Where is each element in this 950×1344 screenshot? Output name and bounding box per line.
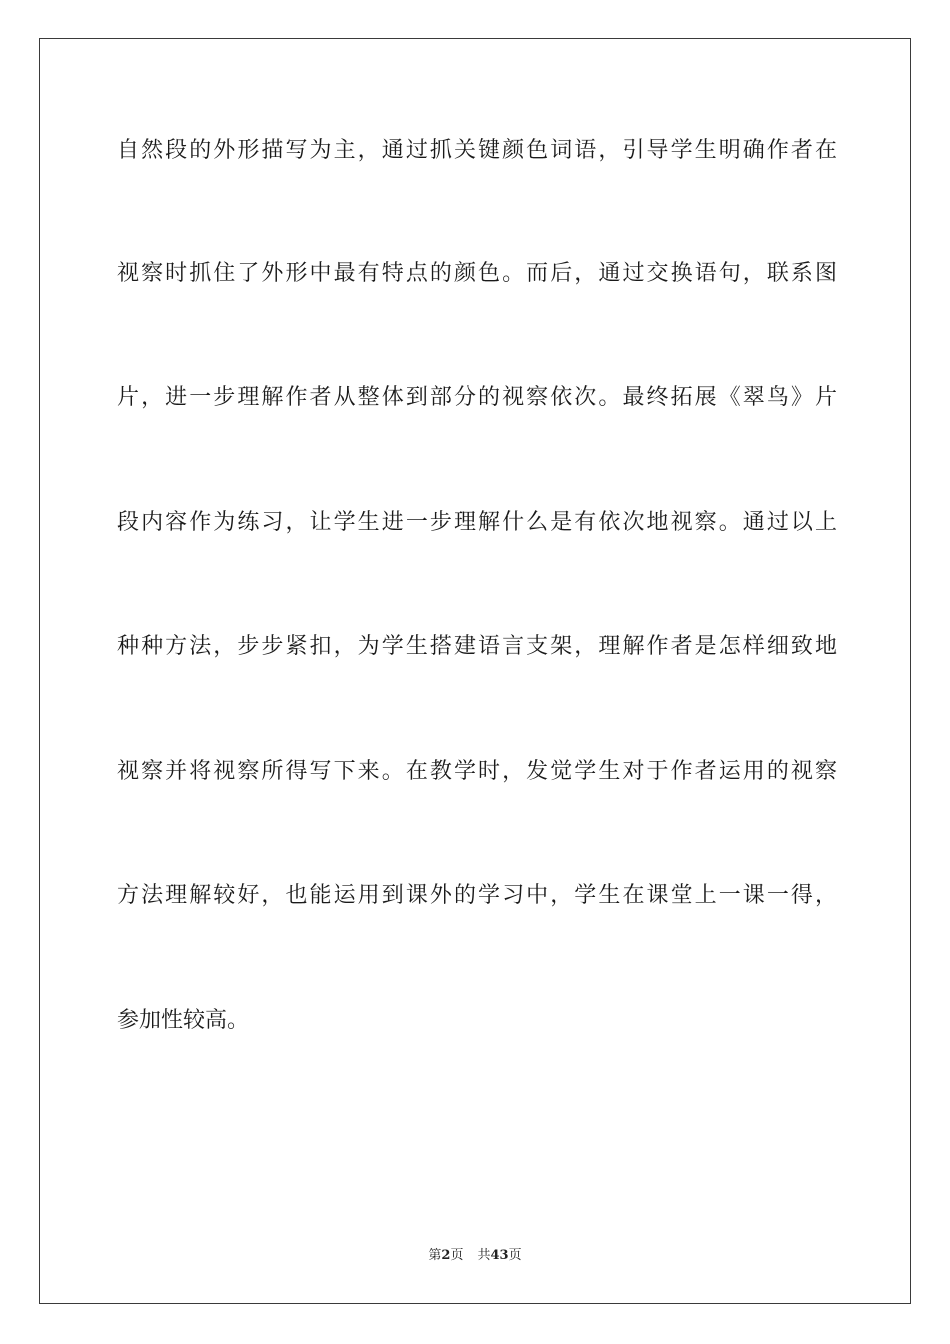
- total-pages: 43: [490, 1248, 509, 1263]
- page-label-prefix: 第: [428, 1248, 442, 1263]
- text-line: 参加性较高。: [117, 1008, 250, 1033]
- page-number: 2: [441, 1248, 451, 1263]
- text-line: 段内容作为练习，让学生进一步理解什么是有依次地视察。通过以上: [117, 510, 837, 535]
- text-line: 视察时抓住了外形中最有特点的颜色。而后，通过交换语句，联系图: [117, 261, 837, 286]
- text-line: 自然段的外形描写为主，通过抓关键颜色词语，引导学生明确作者在: [117, 138, 837, 163]
- page-label-suffix: 页: [450, 1248, 464, 1263]
- text-line: 视察并将视察所得写下来。在教学时，发觉学生对于作者运用的视察: [117, 759, 837, 784]
- page-border: [39, 38, 911, 1304]
- total-label-prefix: 共: [477, 1248, 491, 1263]
- page-footer: [0, 1247, 950, 1265]
- text-line: 方法理解较好，也能运用到课外的学习中，学生在课堂上一课一得，: [117, 883, 837, 908]
- text-line: 种种方法，步步紧扣，为学生搭建语言支架，理解作者是怎样细致地: [117, 634, 837, 659]
- text-line: 片，进一步理解作者从整体到部分的视察依次。最终拓展《翠鸟》片: [117, 385, 837, 410]
- total-label-suffix: 页: [508, 1248, 522, 1263]
